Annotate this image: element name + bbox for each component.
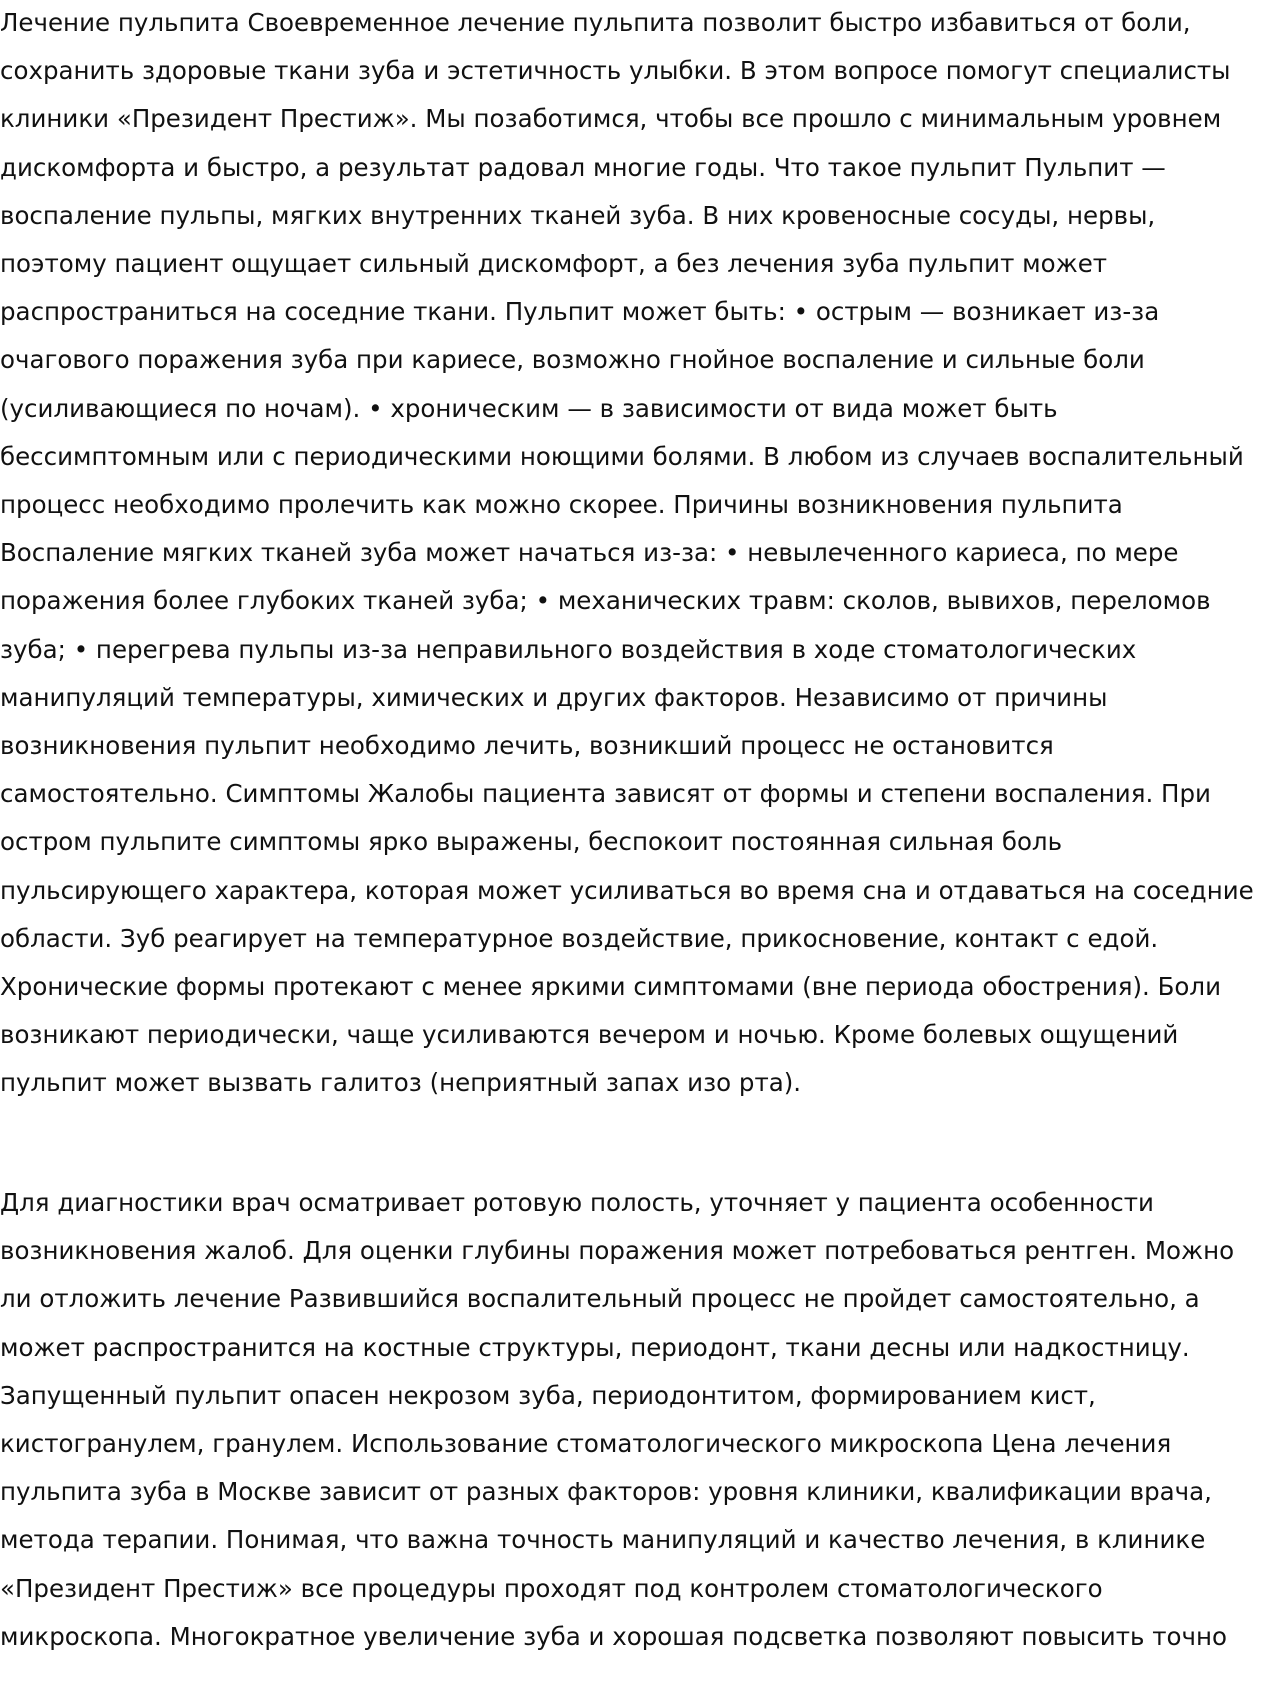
paragraph-pulpitis-overview: Лечение пульпита Своевременное лечение пульпита позволит быстро избавиться от боли, сохранить здоровые ткани зуба и эстетичность улыбки. В этом вопросе помогут специалисты клиники «Президент Престиж». Мы позаботимся, чтобы все прошло с минимальным уровнем дискомфорта и быстро, а результат радовал многие годы. Что такое пульпит Пульпит — воспаление пульпы, мягких внутренних тканей зуба. В них кровеносные сосуды, нервы, поэтому пациент ощущает сильный дискомфорт, а без лечения зуба пульпит может распространиться на соседние ткани. Пульпит может быть: • острым — возникает из-за очагового поражения зуба при кариесе, возможно гнойное воспаление и сильные боли (усиливающиеся по ночам). • хроническим — в зависимости от вида может быть бессимптомным или с периодическими ноющими болями. В любом из случаев воспалительный процесс необходимо пролечить как можно скорее. Причины возникновения пульпита Воспаление мягких тканей зуба может начаться из-за: • невылеченного кариеса, по мере поражения более глубоких тканей зуба; • механических травм: сколов, вывихов, переломов зуба; • перегрева пульпы из-за неправильного воздействия в ходе стоматологических манипуляций температуры, химических и других факторов. Независимо от причины возникновения пульпит необходимо лечить, возникший процесс не остановится самостоятельно. Симптомы Жалобы пациента зависят от формы и степени воспаления. При остром пульпите симптомы ярко выражены, беспокоит постоянная сильная боль пульсирующего характера, которая может усиливаться во время сна и отдаваться на соседние области. Зуб реагирует на температурное воздействие, прикосновение, контакт с едой. Хронические формы протекают с менее яркими симптомами (вне периода обострения). Боли возникают периодически, чаще усиливаются вечером и ночью. Кроме болевых ощущений пульпит может вызвать галитоз (неприятный запах изо рта).: [0, 8, 1254, 1098]
paragraph-diagnostics-and-treatment: Для диагностики врач осматривает ротовую полость, уточняет у пациента особенности возникновения жалоб. Для оценки глубины поражения может потребоваться рентген. Можно ли отложить лечение Развившийся воспалительный процесс не пройдет самостоятельно, а может распространится на костные структуры, периодонт, ткани десны или надкостницу. Запущенный пульпит опасен некрозом зуба, периодонтитом, формированием кист, кистогранулем, гранулем. Использование стоматологического микроскопа Цена лечения пульпита зуба в Москве зависит от разных факторов: уровня клиники, квалификации врача, метода терапии. Понимая, что важна точность манипуляций и качество лечения, в клинике «Президент Престиж» все процедуры проходят под контролем стоматологического микроскопа. Многократное увеличение зуба и хорошая подсветка позволяют повысить точно: [0, 1188, 1235, 1651]
